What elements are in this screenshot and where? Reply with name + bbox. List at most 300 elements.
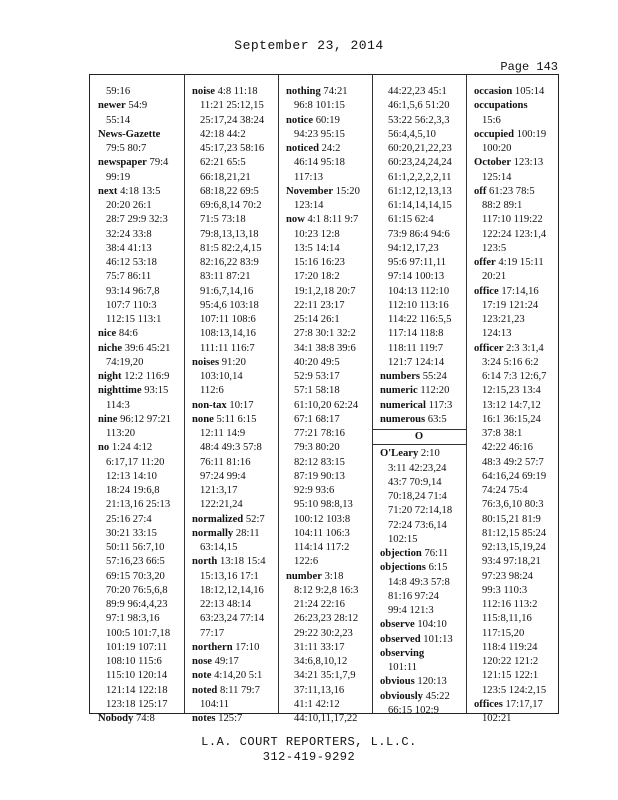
page-line-refs: 4:8 11:18: [217, 86, 258, 97]
index-entry-continuation: [466, 655, 560, 669]
index-entry: [278, 114, 372, 128]
page-line-refs: 115:8,11,16: [482, 613, 532, 625]
index-entry-continuation: [278, 384, 372, 398]
index-entry: [466, 342, 560, 356]
page-line-refs: 6:14 7:3 12:6,7: [482, 371, 547, 382]
index-entry-continuation: [466, 114, 560, 128]
index-entry-continuation: [184, 114, 278, 128]
page-line-refs: 2:3 3:1,4: [506, 342, 544, 354]
page-line-refs: 102:15: [388, 533, 418, 545]
index-term: office: [474, 285, 499, 297]
index-entry-continuation: [466, 242, 560, 256]
page-line-refs: 79:3 80:20: [294, 442, 340, 454]
index-entry-continuation: [90, 256, 184, 270]
page-line-refs: 123:18 125:17: [106, 698, 168, 710]
page-line-refs: 57:16,23 66:5: [106, 556, 165, 568]
page-line-refs: 10:23 12:8: [294, 228, 340, 240]
page-line-refs: 60:23,24,24,24: [388, 157, 452, 169]
index-entry-continuation: [466, 470, 560, 484]
index-entry-continuation: [278, 128, 372, 142]
index-entry: [184, 413, 278, 427]
index-term: notice: [286, 114, 314, 126]
page-line-refs: 21:13,16 25:13: [106, 499, 171, 511]
page-line-refs: 99:4 121:3: [388, 605, 434, 616]
page-line-refs: 4:19 15:11: [498, 257, 544, 268]
page-line-refs: 112:20: [420, 385, 450, 397]
index-term: noises: [192, 356, 220, 368]
page-line-refs: 108:10 115:6: [106, 656, 162, 667]
index-entry: [90, 370, 184, 384]
index-entry: [90, 441, 184, 455]
index-entry: [184, 513, 278, 527]
index-entry-continuation: [466, 641, 560, 655]
index-entry-continuation: [372, 199, 466, 213]
index-entry-continuation: [372, 270, 466, 284]
index-entry-continuation: [184, 698, 278, 712]
index-entry-continuation: [466, 228, 560, 242]
index-entry-continuation: [372, 114, 466, 128]
index-entry-continuation: [278, 555, 372, 569]
page-line-refs: 28:7 29:9 32:3: [106, 214, 168, 226]
index-entry: [372, 447, 466, 461]
index-entry-continuation: [90, 684, 184, 698]
index-entry-continuation: [90, 498, 184, 512]
page-line-refs: 17:14,16: [501, 285, 539, 297]
index-entry-continuation: [372, 504, 466, 518]
page-line-refs: 92:9 93:6: [294, 485, 335, 496]
page-line-refs: 121:3,17: [200, 485, 238, 496]
page-line-refs: 118:11 119:7: [388, 342, 444, 354]
page-line-refs: 91:6,7,14,16: [200, 285, 254, 297]
page-line-refs: 8:11 79:7: [219, 684, 260, 696]
page-line-refs: 112:15 113:1: [106, 314, 162, 325]
index-entry-continuation: [278, 541, 372, 555]
page-line-refs: 103:10,14: [200, 371, 243, 382]
page-line-refs: 84:6: [118, 328, 138, 340]
index-entry-continuation: [90, 242, 184, 256]
page-line-refs: 88:2 89:1: [482, 200, 523, 211]
page-line-refs: 93:4 97:18,21: [482, 556, 541, 568]
index-entry-continuation: [90, 527, 184, 541]
index-entry-continuation: [90, 427, 184, 441]
index-entry-continuation: [278, 370, 372, 384]
index-entry-continuation: [184, 228, 278, 242]
index-term: now: [286, 214, 305, 226]
index-entry-continuation: [278, 356, 372, 370]
index-entry-continuation: [184, 142, 278, 156]
index-entry-continuation: [466, 570, 560, 584]
index-entry-continuation: [90, 655, 184, 669]
page-line-refs: 123:5 124:2,15: [482, 684, 547, 696]
index-entry-continuation: [466, 313, 560, 327]
page-line-refs: 17:19 121:24: [482, 299, 539, 311]
page-line-refs: 74:21: [323, 86, 348, 97]
index-entry: [372, 384, 466, 398]
index-entry: [184, 399, 278, 413]
page-line-refs: 113:20: [106, 428, 136, 439]
page-line-refs: 100:20: [482, 143, 512, 154]
page-line-refs: 97:14 100:13: [388, 271, 445, 283]
page-line-refs: 22:11 23:17: [294, 299, 345, 311]
page-line-refs: 123:5: [482, 242, 507, 254]
page-line-refs: 81:16 97:24: [388, 590, 439, 602]
page-line-refs: 97:24 99:4: [200, 470, 246, 482]
page-line-refs: 95:4,6 103:18: [200, 299, 259, 311]
index-entry: [278, 142, 372, 156]
page-line-refs: 122:24 123:1,4: [482, 228, 547, 240]
index-entry-continuation: [466, 513, 560, 527]
index-term: northern: [192, 641, 233, 653]
page-line-refs: 25:16 27:4: [106, 513, 152, 525]
index-term: offer: [474, 257, 496, 268]
index-entry-continuation: [278, 627, 372, 641]
page-line-refs: 99:3 110:3: [482, 584, 528, 596]
page-line-refs: 68:18,22 69:5: [200, 185, 259, 197]
index-entry: [90, 342, 184, 356]
index-entry-continuation: [372, 704, 466, 718]
index-term: November: [286, 185, 334, 197]
page-line-refs: 12:13 14:10: [106, 470, 157, 482]
index-entry-continuation: [278, 513, 372, 527]
page-line-refs: 1:24 4:12: [111, 442, 153, 454]
page-line-refs: 100:12 103:8: [294, 513, 351, 525]
index-entry-continuation: [372, 661, 466, 675]
page-line-refs: 49:17: [214, 656, 239, 667]
index-term: observe: [380, 619, 415, 631]
index-column: [90, 75, 184, 724]
index-entry-continuation: [90, 669, 184, 683]
index-entry-continuation: [278, 498, 372, 512]
index-entry-continuation: [372, 519, 466, 533]
page-line-refs: 101:11: [388, 662, 418, 673]
index-entry-continuation: [90, 270, 184, 284]
page-line-refs: 62:21 65:5: [200, 157, 246, 169]
page-line-refs: 74:24 75:4: [482, 485, 528, 496]
index-entry-continuation: [184, 570, 278, 584]
court-reporter-phone: 312-419-9292: [262, 750, 356, 764]
index-entry-continuation: [278, 199, 372, 213]
page-line-refs: 117:13: [294, 171, 324, 183]
page-line-refs: 105:14: [514, 86, 545, 97]
page-line-refs: 102:21: [482, 713, 512, 724]
index-term: notes: [192, 713, 216, 724]
page-line-refs: 99:19: [106, 171, 131, 183]
index-entry-continuation: [90, 484, 184, 498]
index-term: numbers: [380, 371, 421, 382]
page-line-refs: 15:6: [482, 114, 501, 126]
index-entry-continuation: [90, 513, 184, 527]
index-entry-continuation: [90, 641, 184, 655]
index-entry-continuation: [184, 299, 278, 313]
page-line-refs: 70:18,24 71:4: [388, 491, 447, 502]
page-line-refs: 25:17,24 38:24: [200, 114, 265, 126]
page-line-refs: 72:24 73:6,14: [388, 519, 447, 531]
index-entry: [90, 384, 184, 398]
index-entry-continuation: [466, 142, 560, 156]
page-line-refs: 123:14: [294, 200, 324, 211]
page-line-refs: 117:15,20: [482, 627, 525, 639]
index-term: nice: [98, 328, 117, 340]
index-term: observed: [380, 633, 421, 645]
page-line-refs: 3:18: [324, 570, 344, 582]
index-entry-continuation: [184, 598, 278, 612]
page-line-refs: 104:13 112:10: [388, 285, 450, 297]
index-entry: [184, 712, 278, 726]
page-line-refs: 2:10: [420, 448, 440, 460]
index-entry: [90, 156, 184, 170]
page-line-refs: 13:18 15:4: [219, 556, 266, 568]
index-term: noted: [192, 684, 218, 696]
index-entry-continuation: [90, 399, 184, 413]
index-entry: [90, 413, 184, 427]
index-entry: [184, 356, 278, 370]
index-term: nine: [98, 413, 118, 425]
page-line-refs: 114:3: [106, 399, 130, 411]
index-entry-continuation: [90, 171, 184, 185]
page-line-refs: 41:1 42:12: [294, 698, 340, 710]
page-line-refs: 31:11 33:17: [294, 641, 345, 653]
page-line-refs: 48:3 49:2 57:7: [482, 456, 544, 468]
index-term: north: [192, 556, 218, 568]
index-entry-continuation: [278, 684, 372, 698]
index-entry-continuation: [278, 99, 372, 113]
index-entry-continuation: [372, 256, 466, 270]
index-entry-continuation: [184, 612, 278, 626]
page-line-refs: 43:7 70:9,14: [388, 476, 442, 488]
page-line-refs: 54:9: [128, 100, 148, 112]
page-line-refs: 69:15 70:3,20: [106, 570, 165, 582]
index-entry-continuation: [466, 612, 560, 626]
index-entry-continuation: [90, 598, 184, 612]
index-entry-continuation: [466, 584, 560, 598]
page-line-refs: 70:20 76:5,6,8: [106, 584, 168, 596]
index-entry-continuation: [278, 584, 372, 598]
index-entry-continuation: [90, 142, 184, 156]
index-entry: [90, 327, 184, 341]
index-entry-continuation: [278, 484, 372, 498]
page-line-refs: 15:20: [335, 185, 360, 197]
index-term: occupied: [474, 128, 515, 140]
index-term: obvious: [380, 676, 415, 688]
index-entry-continuation: [184, 242, 278, 256]
page-line-refs: 81:12,15 85:24: [482, 527, 547, 539]
index-entry-continuation: [278, 655, 372, 669]
page-number: Page 143: [500, 60, 558, 74]
page-line-refs: 22:13 48:14: [200, 599, 251, 610]
index-entry-continuation: [184, 541, 278, 555]
index-entry-continuation: [372, 285, 466, 299]
index-term: note: [192, 670, 212, 682]
page-line-refs: 12:15,23 13:4: [482, 385, 541, 397]
index-entry-continuation: [184, 342, 278, 356]
index-entry: [372, 399, 466, 413]
index-entry-continuation: [372, 99, 466, 113]
index-entry-continuation: [372, 156, 466, 170]
index-entry-continuation: [90, 627, 184, 641]
page-line-refs: 15:13,16 17:1: [200, 570, 259, 582]
index-term: night: [98, 371, 122, 382]
index-entry-continuation: [372, 171, 466, 185]
index-entry-continuation: [90, 456, 184, 470]
index-entry-continuation: [184, 456, 278, 470]
index-term: obviously: [380, 690, 423, 702]
index-entry-continuation: [372, 576, 466, 590]
index-entry-continuation: [466, 213, 560, 227]
page-line-refs: 97:1 98:3,16: [106, 613, 160, 625]
page-line-refs: 94:23 95:15: [294, 128, 345, 140]
page-line-refs: 4:18 13:5: [120, 185, 161, 197]
index-entry: [278, 213, 372, 227]
page-line-refs: 64:16,24 69:19: [482, 470, 547, 482]
page-line-refs: 79:8,13,13,18: [200, 228, 259, 240]
index-entry-continuation: [278, 669, 372, 683]
page-line-refs: 107:11 108:6: [200, 314, 256, 325]
page-line-refs: 55:14: [106, 114, 131, 126]
page-line-refs: 28:11: [235, 527, 260, 539]
page-line-refs: 82:12 83:15: [294, 456, 345, 468]
index-term: October: [474, 157, 512, 169]
index-column: [372, 75, 466, 716]
index-entry-continuation: [90, 313, 184, 327]
page-line-refs: 81:5 82:2,4,15: [200, 242, 262, 254]
index-term: off: [474, 185, 487, 197]
index-term: normalized: [192, 513, 244, 525]
page-line-refs: 63:23,24 77:14: [200, 613, 265, 625]
index-entry-continuation: [372, 590, 466, 604]
index-entry: [184, 684, 278, 698]
index-entry-continuation: [372, 490, 466, 504]
page-line-refs: 17:10: [235, 641, 260, 653]
index-entry-continuation: [278, 342, 372, 356]
index-entry-continuation: [466, 669, 560, 683]
index-entry-continuation: [278, 698, 372, 712]
index-entry-continuation: [278, 456, 372, 470]
page-line-refs: 123:13: [513, 157, 544, 169]
index-entry-continuation: [466, 498, 560, 512]
page-line-refs: 83:11 87:21: [200, 271, 251, 283]
index-term: numerous: [380, 413, 426, 425]
page-line-refs: 30:21 33:15: [106, 527, 157, 539]
index-entry-continuation: [372, 228, 466, 242]
page-line-refs: 100:19: [516, 128, 547, 140]
page-line-refs: 120:13: [417, 676, 447, 688]
page-line-refs: 104:11: [200, 698, 230, 710]
index-entry: [184, 555, 278, 569]
index-entry-continuation: [466, 527, 560, 541]
index-entry-continuation: [90, 541, 184, 555]
index-entry-continuation: [278, 156, 372, 170]
page-line-refs: 108:13,14,16: [200, 328, 256, 340]
index-entry-continuation: [90, 285, 184, 299]
index-entry-continuation: [466, 598, 560, 612]
page-line-refs: 95:10 98:8,13: [294, 499, 353, 511]
index-entry-continuation: [466, 712, 560, 726]
page-line-refs: 4:1 8:11 9:7: [307, 214, 359, 226]
index-entry-continuation: [90, 228, 184, 242]
index-term: News-Gazette: [98, 128, 161, 140]
page-line-refs: 104:10: [417, 619, 447, 631]
index-entry: [372, 690, 466, 704]
index-entry-continuation: [278, 171, 372, 185]
index-term: O'Leary: [380, 448, 419, 460]
page-line-refs: 32:24 33:8: [106, 228, 152, 240]
page-line-refs: 20:20 26:1: [106, 200, 152, 211]
index-entry-continuation: [278, 242, 372, 256]
page-line-refs: 19:1,2,18 20:7: [294, 285, 356, 297]
page-line-refs: 34:6,8,10,12: [294, 656, 348, 667]
page-line-refs: 61:10,20 62:24: [294, 399, 359, 411]
index-entry: [90, 185, 184, 199]
index-entry: [184, 527, 278, 541]
page-line-refs: 125:14: [482, 171, 512, 183]
page-line-refs: 92:13,15,19,24: [482, 542, 546, 553]
page-line-refs: 52:7: [245, 513, 265, 525]
page-line-refs: 11:21 25:12,15: [200, 100, 264, 112]
page-line-refs: 18:12,12,14,16: [200, 584, 264, 596]
page-line-refs: 124:13: [482, 328, 512, 340]
index-entry-continuation: [278, 228, 372, 242]
index-term: Nobody: [98, 713, 134, 724]
index-entry-continuation: [278, 413, 372, 427]
index-entry: [372, 633, 466, 647]
index-term: offices: [474, 698, 503, 710]
index-entry-continuation: [278, 399, 372, 413]
index-entry-continuation: [466, 356, 560, 370]
page-line-refs: 46:1,5,6 51:20: [388, 100, 450, 112]
index-entry: [372, 413, 466, 427]
page-line-refs: 120:22 121:2: [482, 656, 539, 667]
page-line-refs: 77:21 78:16: [294, 428, 345, 439]
index-entry: [372, 370, 466, 384]
index-entry-continuation: [278, 441, 372, 455]
index-entry-continuation: [184, 156, 278, 170]
index-entry: [184, 655, 278, 669]
index-entry: [466, 285, 560, 299]
page-line-refs: 91:20: [221, 356, 246, 368]
page-line-refs: 93:15: [144, 385, 169, 397]
page-line-refs: 76:11 81:16: [200, 456, 251, 468]
index-entry: [466, 256, 560, 270]
page-line-refs: 117:3: [428, 399, 453, 411]
index-entry: [90, 712, 184, 726]
index-entry-continuation: [90, 114, 184, 128]
index-entry-continuation: [372, 327, 466, 341]
page-line-refs: 123:21,23: [482, 314, 525, 325]
page-line-refs: 71:5 73:18: [200, 214, 246, 226]
index-column: [278, 75, 372, 724]
index-entry-continuation: [184, 441, 278, 455]
page-line-refs: 73:9 86:4 94:6: [388, 228, 450, 240]
index-entry: [466, 85, 560, 99]
index-entry-continuation: [466, 441, 560, 455]
index-entry-continuation: [184, 584, 278, 598]
index-entry-continuation: [278, 270, 372, 284]
index-entry-continuation: [184, 327, 278, 341]
page-line-refs: 42:18 44:2: [200, 128, 246, 140]
page-line-refs: 50:11 56:7,10: [106, 542, 165, 553]
page-line-refs: 38:4 41:13: [106, 242, 152, 254]
page-line-refs: 55:24: [422, 371, 447, 382]
page-line-refs: 61:1,2,2,2,2,11: [388, 171, 452, 183]
index-entry-continuation: [184, 185, 278, 199]
index-term: number: [286, 570, 322, 582]
page-line-refs: 111:11 116:7: [200, 342, 255, 354]
page-line-refs: 82:16,22 83:9: [200, 257, 259, 268]
index-entry-continuation: [466, 541, 560, 555]
page-line-refs: 125:7: [218, 713, 243, 724]
index-entry: [90, 128, 184, 142]
page-line-refs: 114:22 116:5,5: [388, 314, 452, 325]
